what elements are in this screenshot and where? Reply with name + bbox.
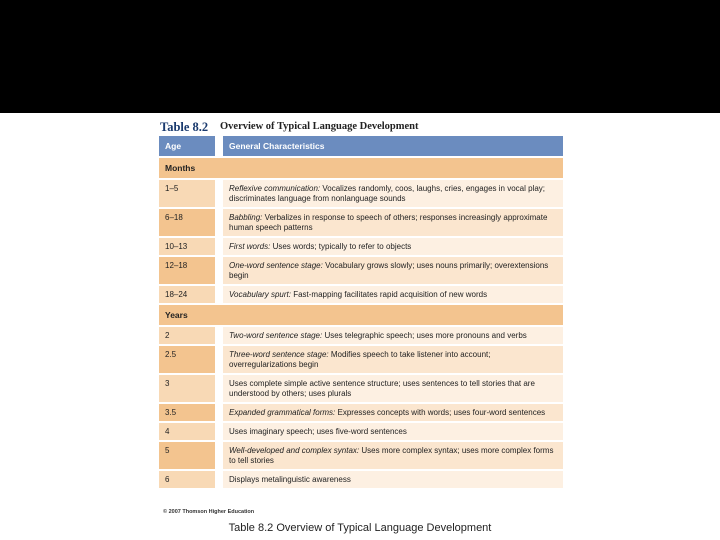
age-cell: 6 [159,471,215,490]
characteristics-cell [215,286,563,305]
header-characteristics: General Characteristics [215,136,563,158]
stage-term: Babbling: [229,213,263,222]
table-row [159,404,563,423]
age-cell: 5 [159,442,215,471]
section-row [159,158,563,180]
stage-term: Expanded grammatical forms: [229,408,336,417]
top-black-band [0,0,720,113]
age-cell: 1–5 [159,180,215,209]
age-cell: 3 [159,375,215,404]
age-cell: 10–13 [159,238,215,257]
characteristics-cell [215,257,563,286]
table-number: Table 8.2 [160,120,209,134]
table-row [159,257,563,286]
slide-caption: Table 8.2 Overview of Typical Language Development [228,522,492,534]
section-label: Years [159,305,215,327]
stage-description: Expresses concepts with words; uses four-word sentences [335,408,546,417]
age-cell: 3.5 [159,404,215,423]
characteristics-cell [215,238,563,257]
age-cell: 6–18 [159,209,215,238]
table-row [159,180,563,209]
stage-term: Three-word sentence stage: [229,350,329,359]
table-row [159,327,563,346]
characteristics-cell [215,375,563,404]
stage-description: Uses telegraphic speech; uses more pronouns and verbs [322,331,527,340]
stage-term: Vocabulary spurt: [229,290,291,299]
characteristics-cell [215,442,563,471]
stage-term: Reflexive communication: [229,184,321,193]
stage-term: One-word sentence stage: [229,261,323,270]
characteristics-cell [215,471,563,490]
section-row [159,305,563,327]
stage-description: Uses more complex syntax; uses more complex forms to tell stories [229,446,554,465]
stage-term: Well-developed and complex syntax: [229,446,360,455]
header-age: Age [159,136,215,158]
characteristics-cell [215,327,563,346]
stage-description: Verbalizes in response to speech of others; responses increasingly approximate human speech patterns [229,213,548,232]
table-row [159,346,563,375]
stage-term: First words: [229,242,271,251]
age-cell: 18–24 [159,286,215,305]
age-cell: 2 [159,327,215,346]
characteristics-cell [215,209,563,238]
stage-description: Vocalizes randomly, coos, laughs, cries, engages in vocal play; discriminates language from nonlanguage sounds [229,184,546,203]
stage-description: Uses words; typically to refer to objects [270,242,412,251]
copyright-line: © 2007 Thomson Higher Education [163,509,255,515]
characteristics-cell [215,180,563,209]
stage-description: Vocabulary grows slowly; uses nouns primarily; overextensions begin [229,261,549,280]
section-label: Months [159,158,215,180]
age-cell: 2.5 [159,346,215,375]
table-row [159,209,563,238]
age-cell: 4 [159,423,215,442]
stage-term: Two-word sentence stage: [229,331,323,340]
table-row [159,238,563,257]
stage-description: Uses complete simple active sentence structure; uses sentences to tell stories that are understood by others; uses plurals [229,379,535,398]
table-row [159,442,563,471]
characteristics-cell [215,404,563,423]
stage-description: Displays metalinguistic awareness [229,475,351,484]
table-row [159,286,563,305]
table-header-row [159,136,563,158]
stage-description: Modifies speech to take listener into account; overregularizations begin [229,350,491,369]
stage-description: Uses imaginary speech; uses five-word sentences [229,427,407,436]
table-row [159,471,563,490]
stage-description: Fast-mapping facilitates rapid acquisition of new words [290,290,488,299]
table-title: Overview of Typical Language Development [220,121,419,132]
table-row [159,375,563,404]
table-row [159,423,563,442]
age-cell: 12–18 [159,257,215,286]
characteristics-cell [215,346,563,375]
characteristics-cell [215,423,563,442]
language-development-table [159,136,563,490]
